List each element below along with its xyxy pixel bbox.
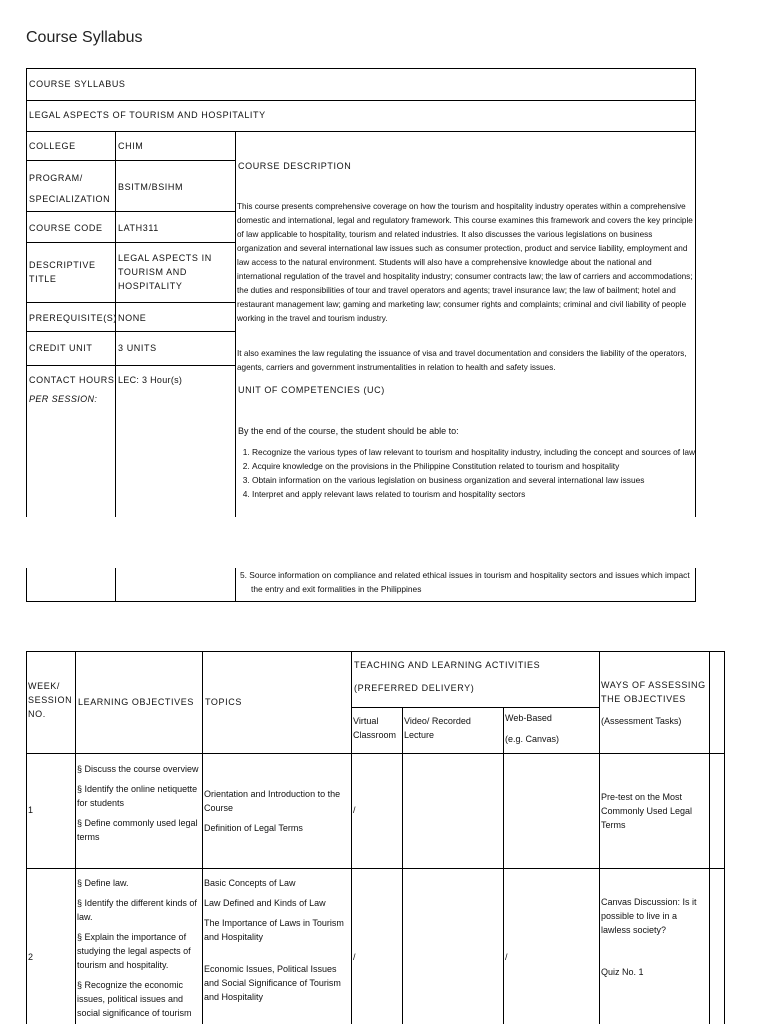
table-border (75, 651, 76, 1024)
col-assessment-subheader: (Assessment Tasks) (601, 716, 682, 726)
course-code-label: COURSE CODE (29, 223, 103, 233)
college-label: COLLEGE (29, 141, 76, 151)
virtual-classroom-mark: / (353, 805, 356, 815)
syllabus-heading: COURSE SYLLABUS (29, 79, 126, 89)
course-description-heading: COURSE DESCRIPTION (238, 161, 352, 171)
uc-item: 2. Acquire knowledge on the provisions in the Philippine Constitution related to tourism and hospitality (252, 459, 704, 473)
table-border (26, 568, 27, 602)
table-border (115, 568, 116, 602)
objective-item: § Identify the online netiquette for students (77, 784, 198, 808)
table-border (26, 753, 725, 754)
table-border (26, 331, 236, 332)
assessment-task: Canvas Discussion: Is it possible to live in a lawless society? (601, 897, 697, 935)
table-border (26, 211, 236, 212)
table-border (709, 651, 710, 1024)
table-border (351, 651, 352, 1024)
web-based-mark: / (505, 952, 508, 962)
descriptive-title-value: LEGAL ASPECTS IN TOURISM AND HOSPITALITY (118, 253, 212, 291)
table-border (235, 568, 236, 602)
course-name: LEGAL ASPECTS OF TOURISM AND HOSPITALITY (29, 110, 266, 120)
topic-item: The Importance of Laws in Tourism and Hospitality (204, 918, 344, 942)
document-title: Course Syllabus (26, 29, 143, 46)
uc-intro: By the end of the course, the student should be able to: (238, 426, 459, 436)
table-border (599, 651, 600, 1024)
prerequisite-value: NONE (118, 313, 147, 323)
course-description-text: This course presents comprehensive coverage on how the tourism and hospitality industry operates within a comprehensive domestic and international, legal and regulatory framework. This course examines this framework and covers the key principle of law applicable to hospitality, tourism and related industries. It also discusses the various legislations on business organization and several international law issues such as consumer protection, product and service liability, employment and law access to the natural environment. Students will also have a comprehensive knowledge about the national and international regulation of the travel and hospitality industry; consumer contracts law; the law of carriers and accommodations; the duties and responsibilities of tour and travel operators and agents; travel insurance law; the law of bailment; hotel and restaurant management law; gaming and marketing law; consumer rights and complaints; criminal and civil liability of people working in the travel and tourism industry. (237, 202, 693, 323)
college-value: CHIM (118, 141, 144, 151)
uc-list (238, 445, 704, 501)
col-video-header: Video/ Recorded Lecture (404, 716, 471, 740)
table-border (26, 160, 236, 161)
objective-item: § Discuss the course overview (77, 764, 199, 774)
topic-item: Definition of Legal Terms (204, 823, 303, 833)
objective-item: § Explain the importance of studying the legal aspects of tourism and hospitality. (77, 932, 191, 970)
table-border (503, 707, 504, 1024)
table-border (26, 100, 696, 101)
objective-item: § Define law. (77, 878, 129, 888)
credit-unit-value: 3 UNITS (118, 343, 157, 353)
table-border (351, 707, 600, 708)
contact-hours-sublabel: PER SESSION: (29, 394, 98, 404)
uc-heading: UNIT OF COMPETENCIES (UC) (238, 385, 385, 395)
col-web-header: Web-Based (505, 713, 552, 723)
topics (204, 876, 349, 1010)
virtual-classroom-mark: / (353, 952, 356, 962)
learning-objectives (77, 876, 199, 1026)
descriptive-title-label: DESCRIPTIVE TITLE (29, 260, 96, 284)
course-description-text-2: It also examines the law regulating the issuance of visa and travel documentation and considers the liability of the operators, agents, carriers and government instrumentalities in relation to health and safety issues. (237, 349, 687, 372)
table-border (26, 242, 236, 243)
table-border (26, 868, 725, 869)
week-number: 2 (28, 952, 34, 962)
table-border (26, 365, 236, 366)
col-topics-header: TOPICS (205, 697, 242, 707)
col-tla-subheader: (PREFERRED DELIVERY) (354, 683, 475, 693)
col-assessment-header: WAYS OF ASSESSING THE OBJECTIVES (601, 680, 706, 704)
topic-item: Law Defined and Kinds of Law (204, 898, 326, 908)
col-week-header: WEEK/ SESSION NO. (28, 681, 73, 719)
table-border (235, 131, 236, 517)
course-code-value: LATH311 (118, 223, 159, 233)
objective-item: § Identify the different kinds of law. (77, 898, 197, 922)
topic-item: Economic Issues, Political Issues and Social Significance of Tourism and Hospitality (204, 964, 341, 1002)
uc-item-5: 5. Source information on compliance and related ethical issues in tourism and hospitality sectors and issues which impact the entry and exit formalities in the Philippines (240, 570, 690, 594)
topics (204, 787, 349, 841)
col-virtual-header: Virtual Classroom (353, 716, 397, 740)
topic-item: Basic Concepts of Law (204, 878, 296, 888)
table-border (26, 302, 236, 303)
table-border (724, 651, 725, 1024)
objective-item: § Recognize the economic issues, political issues and social significance of tourism (77, 980, 192, 1018)
col-objectives-header: LEARNING OBJECTIVES (78, 697, 194, 707)
credit-unit-label: CREDIT UNIT (29, 343, 93, 353)
learning-objectives (77, 762, 199, 850)
uc-item: 1. Recognize the various types of law relevant to tourism and hospitality industry, including the concept and sources of law (252, 445, 704, 459)
program-value: BSITM/BSIHM (118, 182, 184, 192)
table-border (202, 651, 203, 1024)
table-border (26, 651, 725, 652)
objective-item: § Define commonly used legal terms (77, 818, 198, 842)
col-web-subheader: (e.g. Canvas) (505, 734, 560, 744)
uc-item: 4. Interpret and apply relevant laws related to tourism and hospitality sectors (252, 487, 704, 501)
uc-item: 3. Obtain information on the various legislation on business organization and several international law issues (252, 473, 704, 487)
col-tla-header: TEACHING AND LEARNING ACTIVITIES (354, 660, 541, 670)
table-border (26, 651, 27, 1024)
table-border (26, 68, 696, 69)
week-number: 1 (28, 805, 34, 815)
table-border (26, 131, 696, 132)
topic-item: Orientation and Introduction to the Course (204, 789, 341, 813)
assessment-task: Pre-test on the Most Commonly Used Legal Terms (601, 792, 693, 830)
table-border (402, 707, 403, 1024)
prerequisite-label: PREREQUISITE(S) (29, 313, 118, 323)
assessment-task: Quiz No. 1 (601, 967, 644, 977)
table-border (26, 601, 696, 602)
contact-hours-value: LEC: 3 Hour(s) (118, 375, 183, 385)
table-border (26, 68, 27, 517)
program-label: PROGRAM/ SPECIALIZATION (29, 173, 111, 204)
contact-hours-label: CONTACT HOURS (29, 375, 115, 385)
